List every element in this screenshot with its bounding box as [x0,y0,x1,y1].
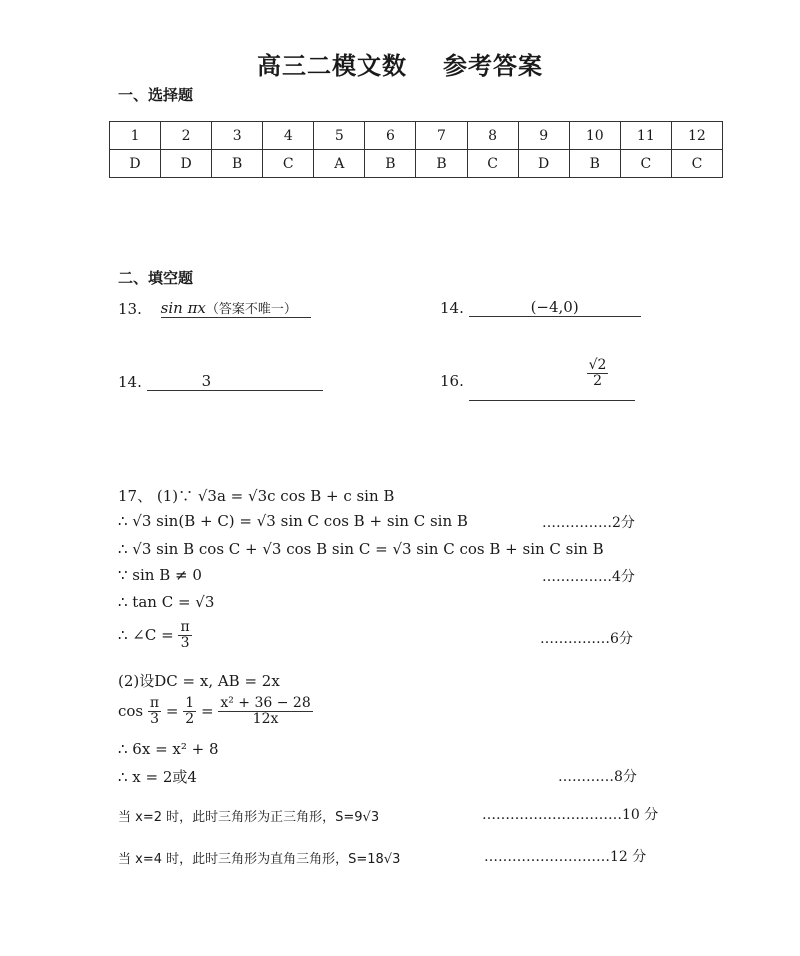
solution-line-8-fraction-1 [148,696,161,728]
solution-line-6-denominator: 3 [180,635,190,652]
answer-cell: B [569,150,620,178]
question-number-cell: 5 [314,122,365,150]
fill-q14b [118,372,323,391]
fill-q14a-answer: (−4,0) [530,298,579,316]
solution-line-12: 当 x=4 时，此时三角形为直角三角形，S=18√3 [118,852,401,867]
section-heading-choice: 一、选择题 [118,86,194,104]
fill-q14b-blank [147,372,323,391]
solution-line-8-f2-denominator: 2 [185,711,195,728]
answer-cell: C [263,150,314,178]
fill-q16-numerator: √2 [588,357,607,373]
fill-q13-label: 13. [118,300,142,318]
answer-table-answer-row [110,150,723,178]
score-4: ……………4分 [542,569,635,585]
solution-line-8-f1-numerator: π [149,695,160,711]
solution-line-4: ∵ sin B ≠ 0 [118,566,202,584]
answer-cell: D [161,150,212,178]
fill-q14b-label: 14. [118,373,142,391]
question-number-cell: 9 [518,122,569,150]
fill-q16 [440,358,635,401]
score-6: ……………6分 [540,631,633,647]
score-8: …………8分 [558,769,637,785]
question-number-cell: 2 [161,122,212,150]
fill-q13-note: （答案不唯一） [205,302,297,317]
solution-line-5: ∴ tan C = √3 [118,593,215,611]
answer-cell: D [110,150,161,178]
answer-cell: C [467,150,518,178]
fill-q14a [440,298,641,317]
fill-q14a-label: 14. [440,299,464,317]
answer-table-number-row [110,122,723,150]
solution-line-3: ∴ √3 sin B cos C + √3 cos B sin C = √3 sin C cos B + sin C sin B [118,540,604,558]
score-2: ……………2分 [542,515,635,531]
answer-cell: C [671,150,722,178]
solution-line-8-prefix: cos [118,701,144,720]
fill-q13-blank [161,298,311,318]
solution-line-8-equals-2: = [200,701,214,720]
answer-table [109,121,723,178]
page-title [0,46,800,81]
solution-line-8-f1-denominator: 3 [150,711,159,728]
question-number-cell: 4 [263,122,314,150]
solution-line-8-f3-denominator: 12x [252,711,279,728]
solution-line-9: ∴ 6x = x² + 8 [118,740,219,758]
answer-cell: B [416,150,467,178]
solution-line-6-prefix: ∴ ∠C = [118,625,174,644]
title-sub: 参考答案 [443,51,543,80]
section-heading-fill: 二、填空题 [118,269,194,287]
fill-q16-label: 16. [440,372,464,390]
answer-cell: D [518,150,569,178]
solution-line-6 [118,620,192,652]
question-number-cell: 12 [671,122,722,150]
solution-line-11: 当 x=2 时，此时三角形为正三角形，S=9√3 [118,810,380,825]
question-number-cell: 3 [212,122,263,150]
score-12: ………………………12 分 [484,849,647,865]
question-number-cell: 8 [467,122,518,150]
fill-q13-answer: sin πx [160,299,206,317]
answer-cell: A [314,150,365,178]
solution-line-2: ∴ √3 sin(B + C) = √3 sin C cos B + sin C sin B [118,512,468,530]
answer-cell: C [620,150,671,178]
question-number-cell: 7 [416,122,467,150]
solution-line-8 [118,696,313,728]
solution-line-6-fraction [178,620,191,652]
solution-line-8-f3-numerator: x² + 36 − 28 [220,695,311,711]
solution-line-8-fraction-3 [218,696,312,728]
fill-q13 [118,298,311,318]
score-10: …………………………10 分 [482,807,659,823]
solution-line-1: 17、 (1)∵ √3a = √3c cos B + c sin B [118,487,395,505]
solution-line-7: (2)设DC = x, AB = 2x [118,672,280,690]
solution-line-10: ∴ x = 2或4 [118,768,197,786]
fill-q14b-answer: 3 [201,372,212,390]
question-number-cell: 11 [620,122,671,150]
solution-line-8-fraction-2 [183,696,196,728]
answer-cell: B [365,150,416,178]
fill-q14a-blank [469,298,641,317]
question-number-cell: 10 [569,122,620,150]
answer-cell: B [212,150,263,178]
title-main: 高三二模文数 [257,51,407,80]
solution-line-6-numerator: π [180,619,190,635]
solution-line-8-f2-numerator: 1 [185,695,195,711]
question-number-cell: 1 [110,122,161,150]
fill-q16-fraction [587,358,609,390]
solution-line-8-equals-1: = [165,701,179,720]
fill-q16-blank [469,358,635,401]
fill-q16-denominator: 2 [593,373,603,390]
question-number-cell: 6 [365,122,416,150]
